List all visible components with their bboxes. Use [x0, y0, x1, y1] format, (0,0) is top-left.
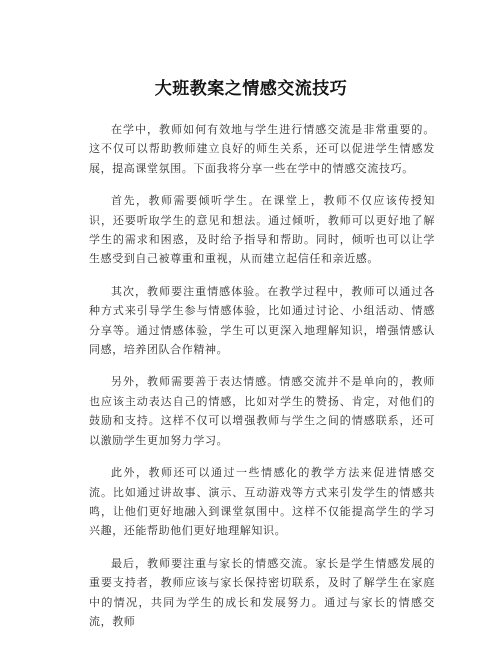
paragraph-parents: 最后，教师要注重与家长的情感交流。家长是学生情感发展的重要支持者，教师应该与家长保持密切联系，及时了解学生在家庭中的情况，共同为学生的成长和发展努力。通过与家长的情感交流，教师	[89, 556, 435, 628]
document-body	[89, 120, 435, 631]
paragraph-intro: 在学中，教师如何有效地与学生进行情感交流是非常重要的。这不仅可以帮助教师建立良好的师生关系，还可以促进学生情感发展，提高课堂氛围。下面我将分享一些在学中的情感交流技巧。	[89, 123, 435, 175]
paragraph-expressing-emotion: 另外，教师需要善于表达情感。情感交流并不是单向的，教师也应该主动表达自己的情感，比如对学生的赞扬、肯定，对他们的鼓励和支持。这样不仅可以增强教师与学生之间的情感联系，还可以激励学生更加努力学习。	[89, 375, 435, 447]
paragraph-listening: 首先，教师需要倾听学生。在课堂上，教师不仅应该传授知识，还要听取学生的意见和想法。通过倾听，教师可以更好地了解学生的需求和困惑，及时给予指导和帮助。同时，倾听也可以让学生感受到自己被尊重和重视，从而建立起信任和亲近感。	[89, 194, 435, 266]
paragraph-teaching-methods: 此外，教师还可以通过一些情感化的教学方法来促进情感交流。比如通过讲故事、演示、互动游戏等方式来引发学生的情感共鸣，让他们更好地融入到课堂氛围中。这样不仅能提高学生的学习兴趣，还能帮助他们更好地理解知识。	[89, 466, 435, 538]
paragraph-emotional-experience: 其次，教师要注重情感体验。在教学过程中，教师可以通过各种方式来引导学生参与情感体验，比如通过讨论、小组活动、情感分享等。通过情感体验，学生可以更深入地理解知识，增强情感认同感，培养团队合作精神。	[89, 284, 435, 357]
document-title: 大班教案之情感交流技巧	[154, 79, 348, 99]
